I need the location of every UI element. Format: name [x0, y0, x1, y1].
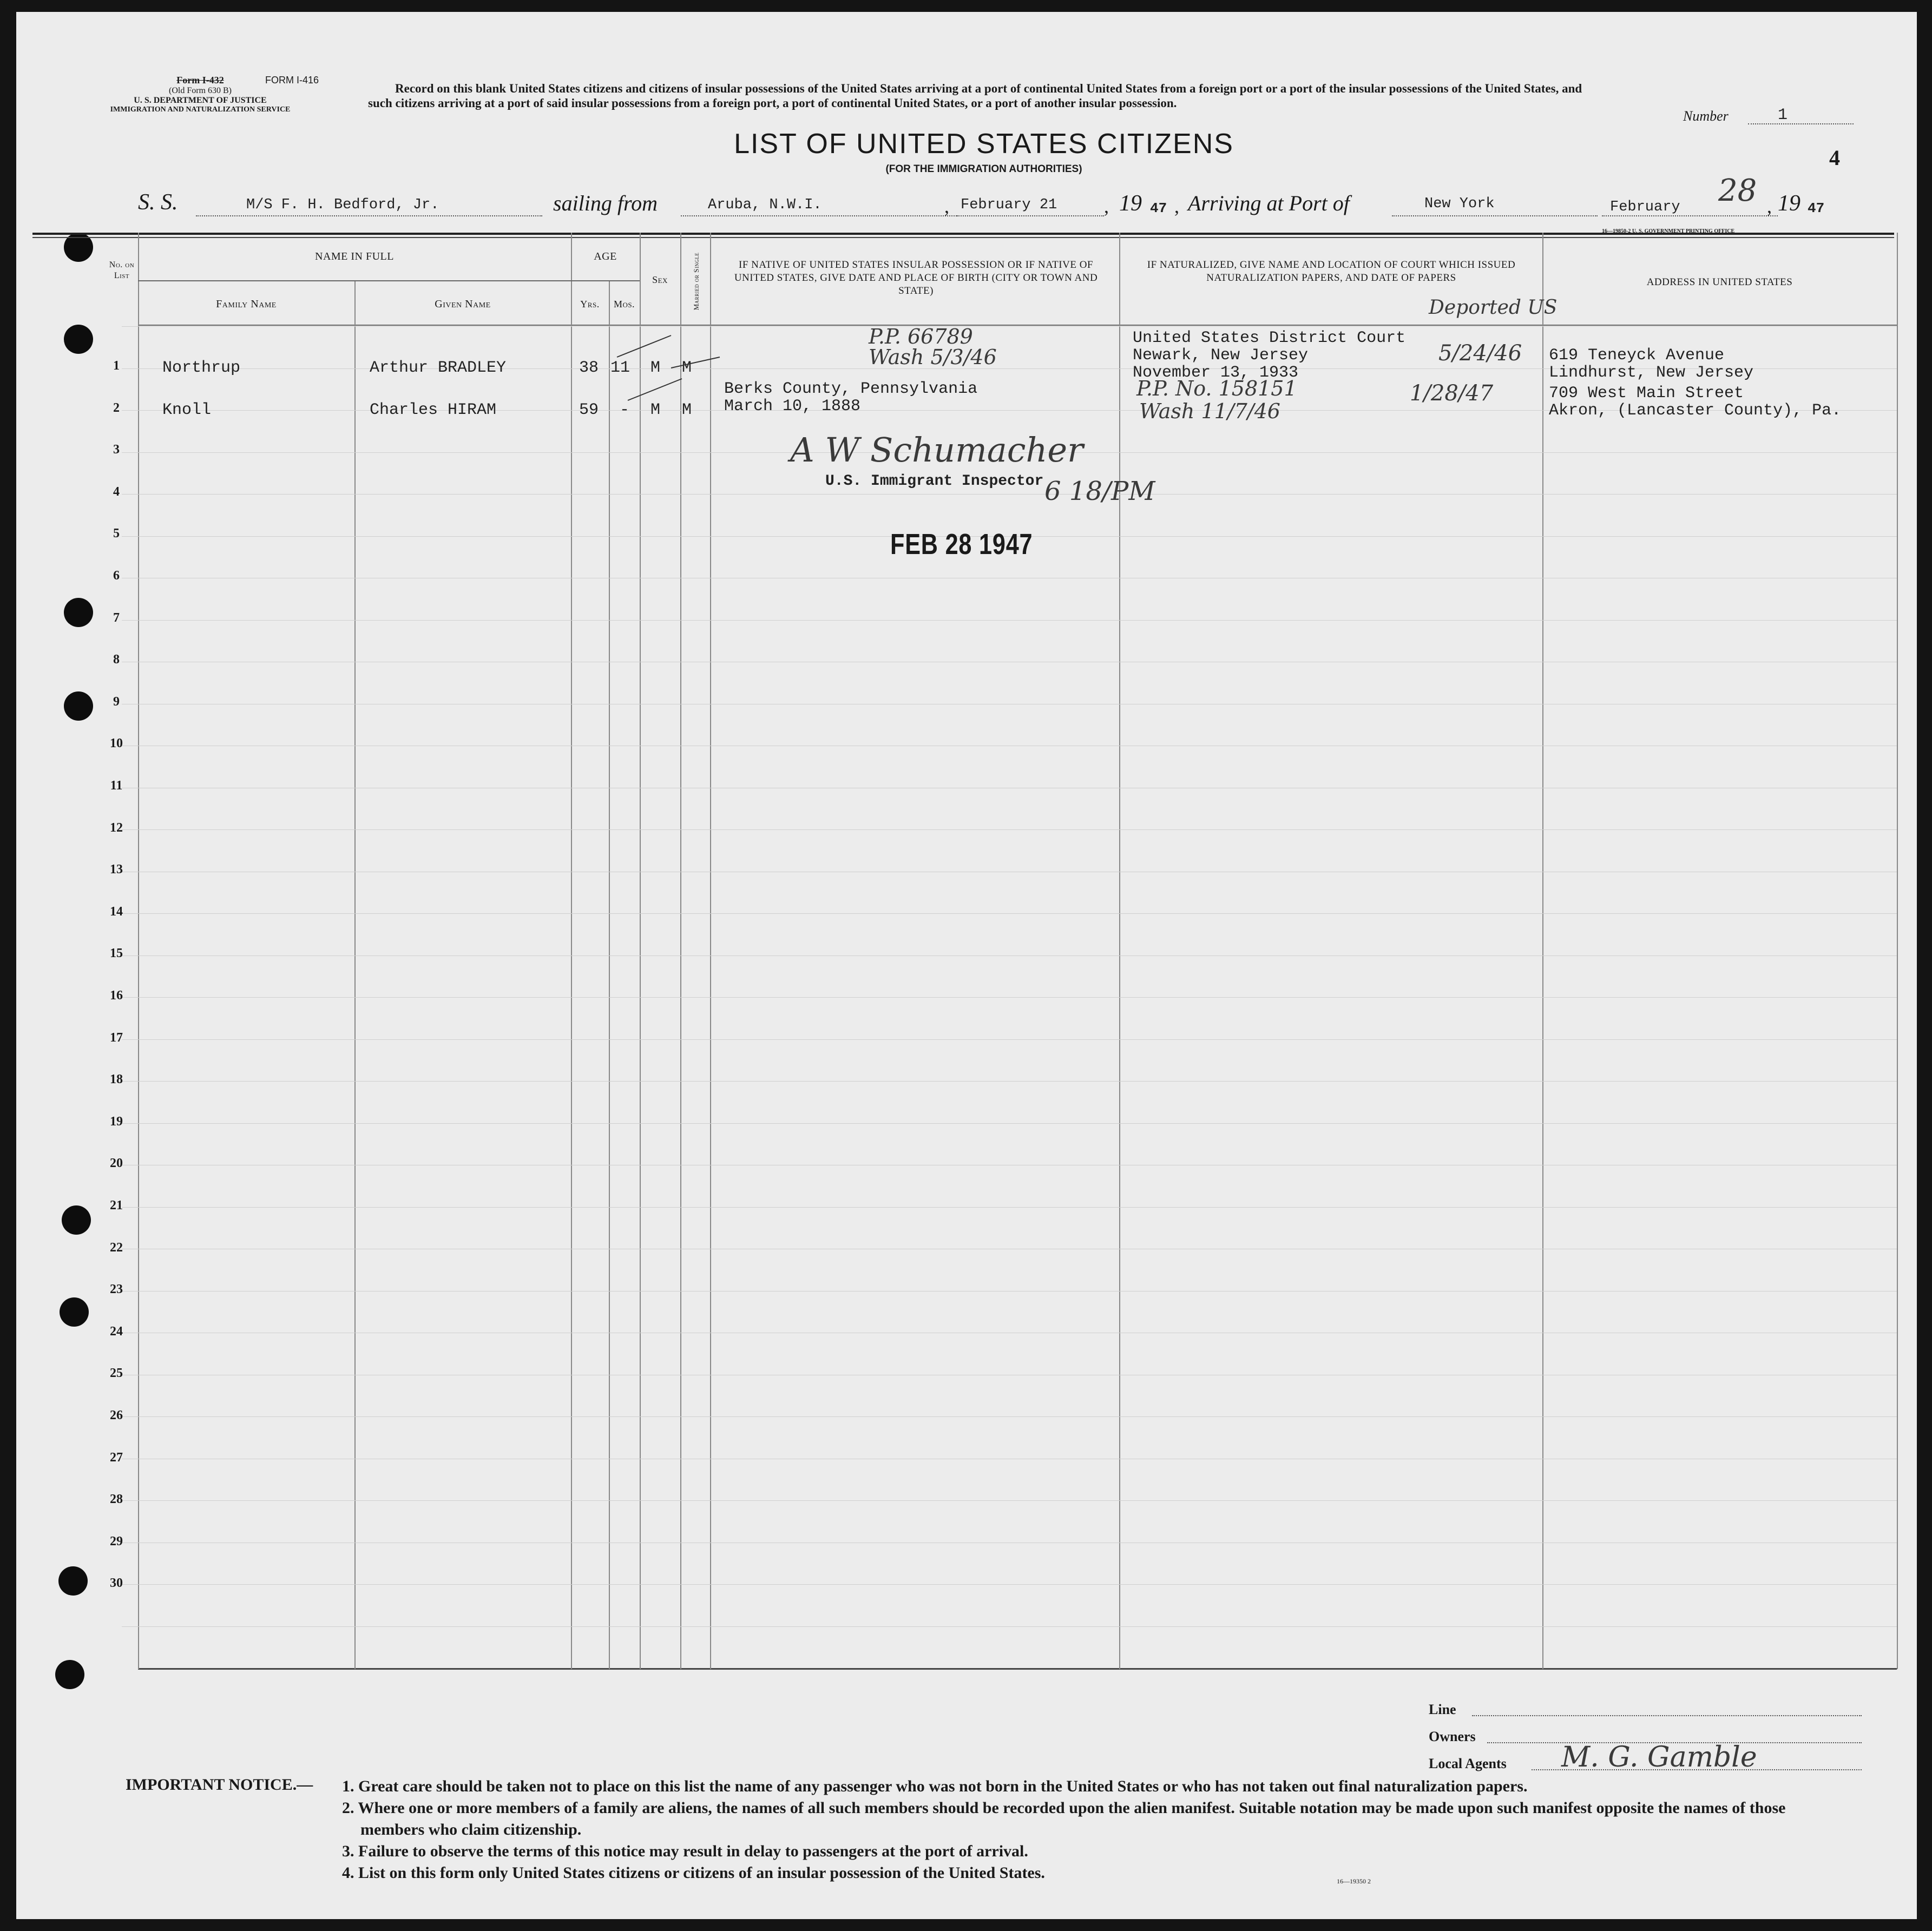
row-number: 24	[110, 1324, 123, 1339]
arrival-year: 47	[1808, 200, 1825, 216]
sailing-label: sailing from	[553, 191, 658, 215]
arrival-port-line	[1392, 215, 1598, 216]
row-number: 27	[110, 1451, 123, 1465]
row-number: 29	[110, 1534, 123, 1548]
p1-yrs: 38	[579, 359, 599, 377]
binder-hole	[62, 1205, 91, 1235]
header-family-name: Family Name	[216, 298, 277, 310]
col-divider	[710, 233, 711, 1669]
row-number: 22	[110, 1241, 123, 1255]
header-yrs: Yrs.	[580, 299, 600, 309]
table-top-rule-2	[32, 237, 1894, 238]
ruled-line	[122, 1500, 1897, 1501]
row-number: 28	[110, 1492, 123, 1506]
ss-label: S. S.	[138, 190, 178, 215]
arrival-month: February	[1610, 199, 1680, 215]
row-number: 5	[113, 526, 120, 541]
ruled-line	[122, 1039, 1897, 1040]
p2-nat-note-1: P.P. No. 158151	[1136, 377, 1297, 400]
number-line	[1748, 123, 1854, 124]
footer-line-field	[1472, 1715, 1862, 1716]
row-number: 4	[113, 485, 120, 499]
p1-address-2: Lindhurst, New Jersey	[1549, 364, 1754, 382]
col-divider	[571, 233, 572, 1669]
binder-hole	[64, 691, 93, 721]
header-sex: Sex	[652, 274, 668, 285]
row-number: 10	[110, 736, 123, 750]
row-number: 17	[110, 1031, 123, 1045]
ship-line	[196, 215, 542, 216]
ruled-line	[122, 1416, 1897, 1417]
from-port: Aruba, N.W.I.	[708, 197, 822, 213]
ruled-line	[122, 829, 1897, 830]
footer-line-label: Line	[1429, 1702, 1456, 1717]
notice-list	[342, 1776, 1841, 1884]
comma: ,	[944, 195, 949, 217]
comma: ,	[1104, 195, 1109, 217]
row-number: 9	[113, 695, 120, 709]
binder-hole	[55, 1660, 84, 1689]
p2-given: Charles HIRAM	[370, 401, 497, 419]
p1-nat-line-1: United States District Court	[1133, 329, 1406, 347]
header-name-in-full: NAME IN FULL	[315, 251, 394, 262]
ruled-line	[122, 326, 1897, 327]
arrival-date-line	[1602, 215, 1778, 216]
p1-family: Northrup	[162, 359, 241, 377]
p2-married: M	[682, 401, 692, 419]
col-divider	[609, 281, 610, 1669]
header-mos: Mos.	[613, 299, 635, 309]
p1-address-1: 619 Teneyck Avenue	[1549, 346, 1725, 365]
print-code: 16—19350 2	[1337, 1877, 1371, 1885]
row-number: 30	[110, 1576, 123, 1590]
ruled-line	[122, 1081, 1897, 1082]
number-label: Number	[1683, 108, 1729, 124]
notice-heading: IMPORTANT NOTICE.—	[126, 1776, 313, 1794]
ruled-line	[122, 1123, 1897, 1124]
header-naturalized: IF NATURALIZED, GIVE NAME AND LOCATION OF COURT WHICH ISSUED NATURALIZATION PAPERS, AND DATE OF PAPERS	[1147, 259, 1516, 284]
department: U. S. DEPARTMENT OF JUSTICE	[134, 96, 267, 105]
p1-nat-note: Deported US	[1429, 296, 1558, 319]
p2-birth-1: Berks County, Pennsylvania	[724, 380, 978, 398]
number-value: 1	[1778, 106, 1788, 124]
header-bottom-rule	[138, 325, 1897, 326]
p1-nat-line-2: Newark, New Jersey	[1133, 346, 1309, 365]
row-number: 26	[110, 1408, 123, 1422]
row-number: 11	[110, 779, 123, 793]
p1-native-note: P.P. 66789	[869, 325, 973, 348]
row-number: 21	[110, 1198, 123, 1212]
ruled-line	[122, 494, 1897, 495]
row-number: 1	[113, 359, 120, 373]
age-check-marks	[595, 325, 725, 411]
p2-nat-date: 1/28/47	[1410, 381, 1494, 406]
form-stamp: FORM I-416	[265, 75, 319, 85]
inspector-title: U.S. Immigrant Inspector	[825, 473, 1044, 490]
table-bottom-rule	[138, 1668, 1897, 1670]
p1-native-note-2: Wash 5/3/46	[869, 345, 997, 369]
row-number: 15	[110, 946, 123, 960]
binder-hole	[64, 598, 93, 627]
p2-sex: M	[650, 401, 661, 419]
binder-hole	[60, 1297, 89, 1327]
p1-mos: 11	[610, 359, 630, 377]
depart-year-prefix: 19	[1119, 191, 1142, 216]
depart-date-line	[957, 215, 1104, 216]
row-number: 2	[113, 401, 120, 415]
inspector-signature: A W Schumacher	[790, 430, 1083, 470]
agent-signature: M. G. Gamble	[1561, 1741, 1757, 1774]
ruled-line	[122, 1626, 1897, 1627]
top-print-code: 16—19850-2 U. S. GOVERNMENT PRINTING OFFICE	[1602, 228, 1735, 234]
p1-nat-date: 5/24/46	[1438, 341, 1522, 366]
corner-mark: 4	[1829, 146, 1840, 170]
col-divider	[680, 233, 681, 1669]
p1-sex: M	[650, 359, 661, 377]
col-divider	[640, 233, 641, 1669]
header-address: ADDRESS IN UNITED STATES	[1646, 276, 1793, 288]
col-divider	[1897, 233, 1898, 1669]
header-given-name: Given Name	[435, 298, 491, 310]
header-native: IF NATIVE OF UNITED STATES INSULAR POSSESSION OR IF NATIVE OF UNITED STATES, GIVE DATE AND PLACE OF BIRTH (CITY OR TOWN AND STATE)	[734, 259, 1098, 296]
footer-agents-label: Local Agents	[1429, 1756, 1507, 1771]
notice-4: 4. List on this form only United States citizens or citizens of an insular possession of the United States.	[342, 1864, 1045, 1882]
header-no: No. on List	[109, 260, 135, 280]
ruled-line	[122, 1207, 1897, 1208]
row-number: 19	[110, 1115, 123, 1129]
row-number: 23	[110, 1282, 123, 1296]
depart-date: February 21	[961, 197, 1057, 213]
p2-family: Knoll	[162, 401, 212, 419]
old-form-number: (Old Form 630 B)	[169, 86, 232, 95]
date-stamp: FEB 28 1947	[890, 528, 1033, 561]
row-number: 18	[110, 1072, 123, 1086]
arriving-label: Arriving at Port of	[1188, 191, 1350, 215]
header-married: Married or Single	[692, 252, 700, 311]
name-age-subrule	[138, 280, 640, 281]
row-number: 3	[113, 443, 120, 457]
row-number: 6	[113, 569, 120, 583]
ruled-line	[122, 1584, 1897, 1585]
footer-owners-label: Owners	[1429, 1729, 1476, 1744]
service: IMMIGRATION AND NATURALIZATION SERVICE	[110, 106, 291, 114]
instructions-text: Record on this blank United States citizens and citizens of insular possessions of the United States arriving at a port of continental United States from a foreign port or a port of the insular possessions of the United States, and such citizens arriving at a port of said insular possessions from a foreign port, a port of continental United States, or a port of another insular possession.	[368, 82, 1582, 110]
p2-address-2: Akron, (Lancaster County), Pa.	[1549, 401, 1842, 420]
from-port-line	[681, 215, 957, 216]
row-number: 8	[113, 653, 120, 667]
row-number: 20	[110, 1156, 123, 1170]
p1-nat-line-3: November 13, 1933	[1133, 364, 1299, 382]
row-number: 14	[110, 905, 123, 919]
row-number: 12	[110, 821, 123, 835]
row-number: 16	[110, 988, 123, 1003]
p2-nat-note-2: Wash 11/7/46	[1139, 399, 1280, 423]
row-number: 7	[113, 611, 120, 625]
p1-married: M	[682, 359, 692, 377]
col-divider	[354, 281, 356, 1669]
ruled-line	[122, 620, 1897, 621]
p2-yrs: 59	[579, 401, 599, 419]
notice-2: 2. Where one or more members of a family are aliens, the names of all such members should be recorded upon the alien manifest. Suitable notation may be made upon such manifest opposite the names of those members who claim citizenship.	[342, 1799, 1786, 1838]
table-top-rule	[32, 233, 1894, 235]
col-divider	[138, 233, 139, 1669]
p2-birth-2: March 10, 1888	[724, 397, 861, 416]
notice-1: 1. Great care should be taken not to place on this list the name of any passenger who was not born in the United States or who has not taken out final naturalization papers.	[342, 1777, 1528, 1795]
binder-hole	[64, 325, 93, 354]
inspector-time-note: 6 18/PM	[1044, 476, 1155, 506]
page-title: LIST OF UNITED STATES CITIZENS	[734, 128, 1234, 160]
col-divider	[1542, 233, 1543, 1669]
header-age: AGE	[594, 251, 617, 262]
depart-year: 47	[1150, 200, 1167, 216]
row-number: 25	[110, 1366, 123, 1380]
notice-3: 3. Failure to observe the terms of this notice may result in delay to passengers at the port of arrival.	[342, 1842, 1028, 1860]
form-number: Form I-432	[176, 75, 224, 85]
page-subtitle: (FOR THE IMMIGRATION AUTHORITIES)	[885, 163, 1082, 175]
binder-hole	[58, 1566, 88, 1596]
ruled-line	[122, 913, 1897, 914]
ruled-line	[122, 955, 1897, 956]
arrival-year-prefix: 19	[1778, 191, 1800, 216]
row-number: 13	[110, 862, 123, 876]
p2-mos: -	[620, 401, 630, 419]
arrival-port: New York	[1424, 196, 1495, 212]
p2-address-1: 709 West Main Street	[1549, 384, 1744, 403]
p1-given: Arthur BRADLEY	[370, 359, 507, 377]
ruled-line	[122, 997, 1897, 998]
arrival-day: 28	[1718, 173, 1757, 208]
ship-name: M/S F. H. Bedford, Jr.	[246, 197, 439, 213]
comma: ,	[1174, 195, 1179, 217]
col-divider	[1119, 233, 1120, 1669]
comma: ,	[1767, 195, 1772, 217]
